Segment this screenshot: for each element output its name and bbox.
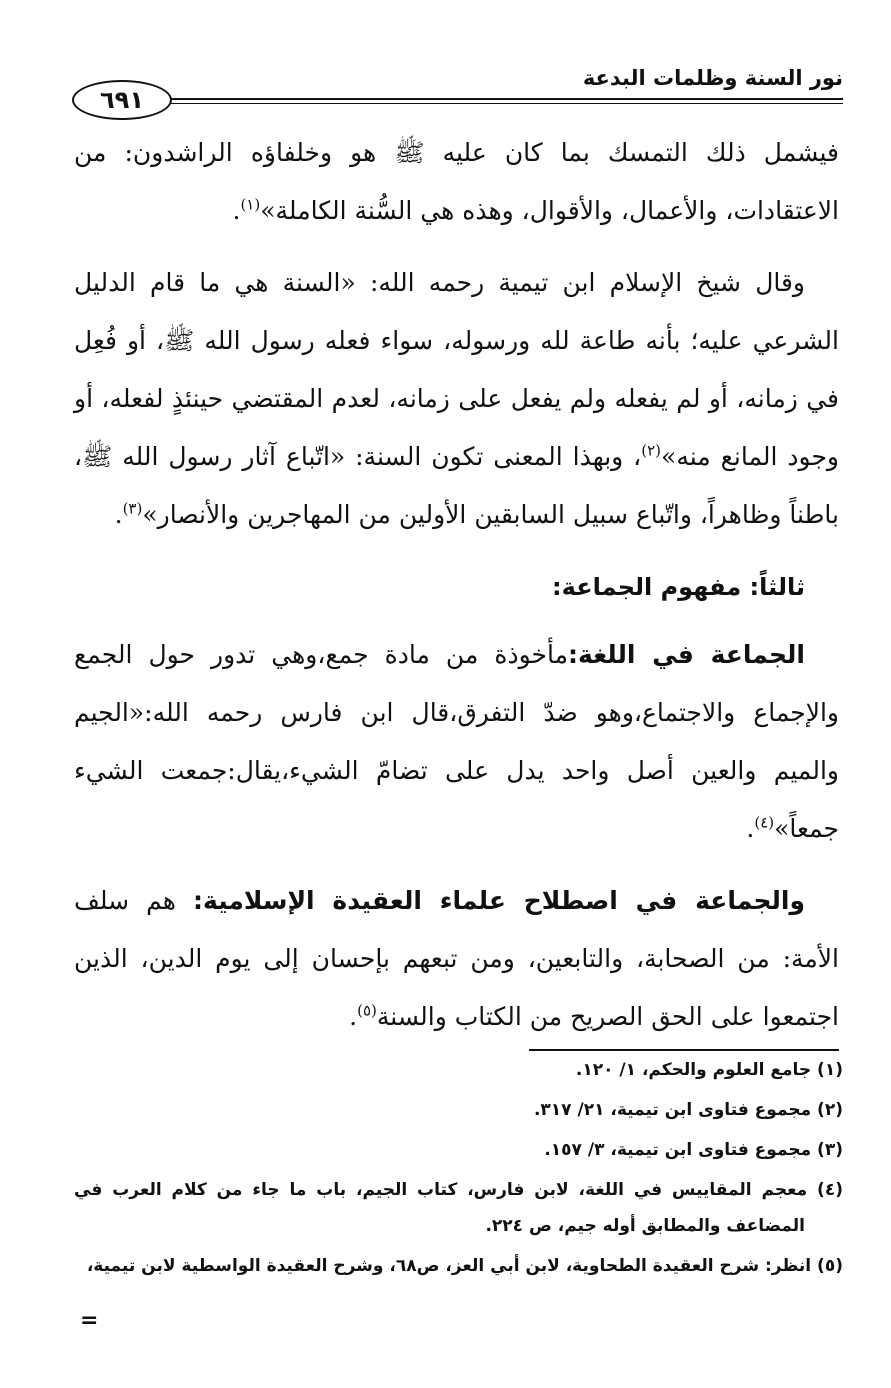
paragraph-4-lead: والجماعة في اصطلاح علماء العقيدة الإسلامية: [193, 886, 805, 915]
page-number: ٦٩١ [72, 80, 172, 120]
footnote-5: (٥) انظر: شرح العقيدة الطحاوية، لابن أبي العز، ص٦٨، وشرح العقيدة الواسطية لابن تيمية، [86, 1256, 843, 1276]
paragraph-1-text: فيشمل ذلك التمسك بما كان عليه ﷺ هو وخلفاؤه الراشدون: من الاعتقادات، والأعمال، والأقوال، وهذه هي السُّنة الكاملة» [74, 138, 839, 225]
footnote-ref-4: (٤) [754, 813, 775, 832]
footnotes [74, 1052, 843, 1288]
body-text [74, 124, 839, 1060]
footnote-ref-2: (٢) [641, 441, 662, 460]
paragraph-3-text: مأخوذة من مادة جمع،وهي تدور حول الجمع والإجماع والاجتماع،وهو ضدّ التفرق،قال ابن فارس رحمه الله:«الجيم والميم والعين أصل واحد يدل على تضامّ الشيء،يقال:جمعت الشيء جمعاً» [74, 640, 839, 843]
footnote-4: (٤) معجم المقاييس في اللغة، لابن فارس، كتاب الجيم، باب ما جاء من كلام العرب في المضاعف والمطابق أوله جيم، ص ٢٢٤. [74, 1180, 843, 1236]
paragraph-2-text: وقال شيخ الإسلام ابن تيمية رحمه الله: «السنة هي ما قام الدليل الشرعي عليه؛ بأنه طاعة لله ورسوله، سواء فعله رسول الله ﷺ، أو فُعِل في زمانه، أو لم يفعله ولم يفعل على زمانه، لعدم المقتضي حينئذٍ لفعله، أو وجود المانع منه» [74, 268, 839, 471]
footnote-1: (١) جامع العلوم والحكم، ١/ ١٢٠. [575, 1060, 843, 1080]
running-title: نور السنة وظلمات البدعة [582, 66, 843, 90]
footnote-ref-3: (٣) [122, 499, 143, 518]
footnote-ref-1: (١) [240, 195, 261, 214]
footnote-ref-5: (٥) [357, 1001, 377, 1020]
footnote-separator [529, 1049, 839, 1051]
paragraph-1: فيشمل ذلك التمسك بما كان عليه ﷺ هو وخلفاؤه الراشدون: من الاعتقادات، والأعمال، والأقوال، وهذه هي السُّنة الكاملة»$^{(١)}$. [74, 138, 839, 225]
header-rule-thin [160, 103, 843, 104]
paragraph-3: الجماعة في اللغة:مأخوذة من مادة جمع،وهي تدور حول الجمع والإجماع والاجتماع،وهو ضدّ التفرق،قال ابن فارس رحمه الله:«الجيم والميم والعين أصل واحد يدل على تضامّ الشيء،يقال:جمعت الشيء جمعاً»$^{(٤)}$. [74, 640, 839, 843]
section-heading: ثالثاً: مفهوم الجماعة: [552, 573, 805, 601]
header-rule [165, 98, 843, 100]
paragraph-4: والجماعة في اصطلاح علماء العقيدة الإسلامية: هم سلف الأمة: من الصحابة، والتابعين، ومن تبعهم بإحسان إلى يوم الدين، الذين اجتمعوا على الحق الصريح من الكتاب والسنة$^{(٥)}$. [74, 886, 839, 1031]
paragraph-2-continuation: ، وبهذا المعنى تكون السنة: «اتّباع آثار رسول الله ﷺ، باطناً وظاهراً، واتّباع سبيل السابقين الأولين من المهاجرين والأنصار» [74, 442, 839, 529]
paragraph-2: وقال شيخ الإسلام ابن تيمية رحمه الله: «السنة هي ما قام الدليل الشرعي عليه؛ بأنه طاعة لله ورسوله، سواء فعله رسول الله ﷺ، أو فُعِل في زمانه، أو لم يفعله ولم يفعل على زمانه، لعدم المقتضي حينئذٍ لفعله، أو وجود المانع منه»$^{(٢)}$، وبهذا المعنى تكون السنة: «اتّباع آثار رسول الله ﷺ، باطناً وظاهراً، واتّباع سبيل السابقين الأولين من المهاجرين والأنصار»$^{(٣)}$. [74, 268, 839, 529]
paragraph-4-text: هم سلف الأمة: من الصحابة، والتابعين، ومن تبعهم بإحسان إلى يوم الدين، الذين اجتمعوا على الحق الصريح من الكتاب والسنة [74, 886, 839, 1031]
continuation-mark: = [80, 1308, 99, 1333]
paragraph-3-lead: الجماعة في اللغة: [567, 640, 805, 669]
footnote-2: (٢) مجموع فتاوى ابن تيمية، ٢١/ ٣١٧. [533, 1100, 843, 1120]
footnote-3: (٣) مجموع فتاوى ابن تيمية، ٣/ ١٥٧. [544, 1140, 843, 1160]
